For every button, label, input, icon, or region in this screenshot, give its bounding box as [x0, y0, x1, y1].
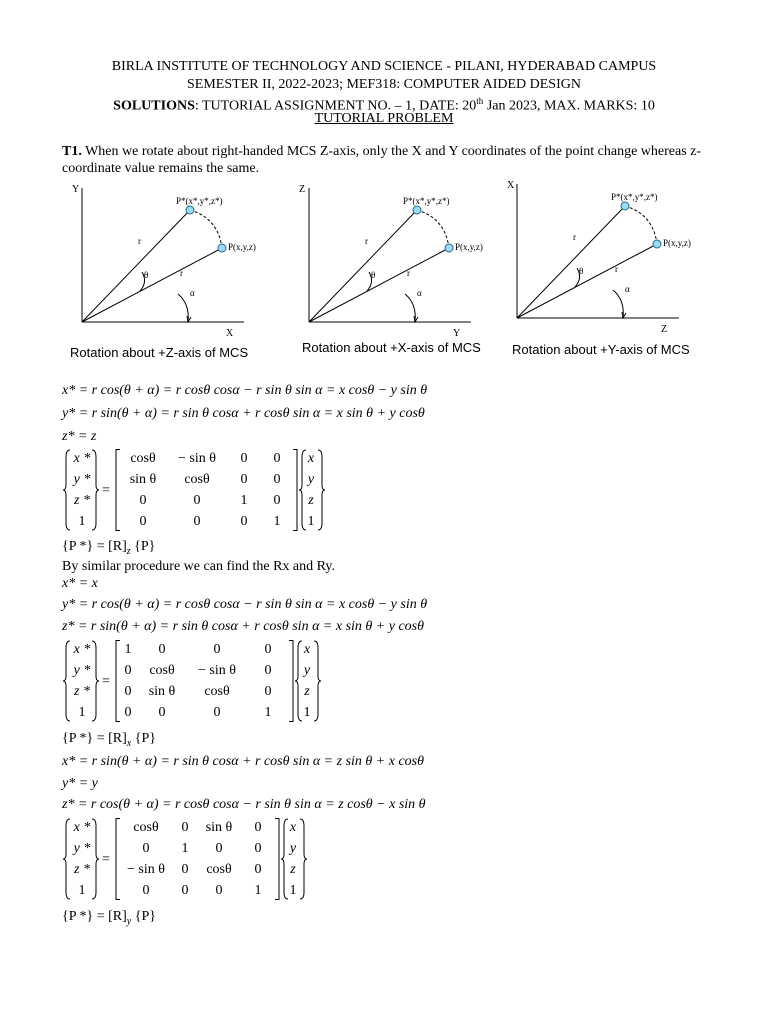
lhs-entry: z * — [74, 862, 90, 877]
lhs-entry: 1 — [78, 883, 86, 898]
course-line: SEMESTER II, 2022-2023; MEF318: COMPUTER AIDED DESIGN — [187, 77, 581, 92]
matrix-entry: 0 — [273, 472, 281, 487]
rhs-entry: 1 — [303, 705, 311, 720]
alpha-label: α — [190, 288, 195, 298]
theta-label: θ — [144, 270, 149, 280]
radius-line-original — [309, 248, 449, 322]
lhs-entry: y * — [73, 472, 91, 487]
problem-number: T1. — [62, 144, 82, 159]
summary-end: {P} — [131, 731, 156, 746]
summary-end: {P} — [131, 909, 156, 924]
eq-y-line-2: y* = y — [62, 776, 98, 791]
matrix-equation-eqx — [60, 640, 311, 724]
matrix-entry: 1 — [264, 705, 272, 720]
rhs-entry: x — [289, 820, 297, 835]
assignment-text-a: : TUTORIAL ASSIGNMENT NO. – 1, DATE: 20 — [194, 98, 477, 114]
radius-label-original: r — [615, 264, 618, 274]
matrix-entry: 0 — [254, 862, 262, 877]
rotation-summary — [62, 731, 156, 752]
horizontal-axis-label: Z — [661, 324, 668, 335]
lhs-entry: x * — [73, 451, 91, 466]
matrix-entry: cosθ — [206, 862, 232, 877]
alpha-arc — [613, 290, 623, 318]
original-point-label: P(x,y,z) — [228, 242, 256, 252]
rotated-point-marker — [621, 202, 629, 210]
radius-line-original — [517, 244, 657, 318]
matrix-equation-eqz — [60, 449, 315, 533]
problem-statement — [62, 143, 722, 177]
matrix-entry: 0 — [240, 472, 248, 487]
radius-label-original: r — [407, 268, 410, 278]
matrix-entry: 0 — [215, 883, 223, 898]
matrix-entry: 0 — [124, 684, 132, 699]
alpha-label: α — [417, 288, 422, 298]
equals-sign: = — [102, 674, 110, 689]
summary-subscript: y — [126, 915, 132, 927]
rhs-entry: 1 — [289, 883, 297, 898]
vertical-axis-label: X — [507, 180, 515, 191]
lhs-left-brace — [62, 640, 72, 722]
original-point-marker — [653, 240, 661, 248]
matrix-entry: 0 — [213, 705, 221, 720]
lhs-entry: 1 — [78, 514, 86, 529]
matrix-entry: 0 — [181, 862, 189, 877]
matrix-entry: 0 — [273, 451, 281, 466]
eq-z-line-3: z* = z — [62, 429, 97, 444]
equals-sign: = — [102, 483, 110, 498]
summary-text: {P *} = [R] — [62, 539, 127, 554]
figure-caption: Rotation about +Y-axis of MCS — [512, 342, 690, 357]
matrix-entry: 0 — [142, 883, 150, 898]
rotation-summary — [62, 909, 156, 930]
rhs-right-brace — [316, 449, 326, 531]
matrix-entry: 1 — [254, 883, 262, 898]
matrix-entry: − sin θ — [178, 451, 216, 466]
rhs-entry: x — [307, 451, 315, 466]
radius-label-rotated: r — [365, 236, 368, 246]
lhs-entry: z * — [74, 684, 90, 699]
radius-line-rotated — [82, 210, 190, 322]
date-suffix: th — [476, 96, 484, 106]
lhs-entry: x * — [73, 820, 91, 835]
matrix-entry: 0 — [181, 883, 189, 898]
vertical-axis-label: Z — [299, 184, 306, 195]
matrix-entry: 0 — [181, 820, 189, 835]
rotation-figure-3 — [503, 178, 693, 343]
rotation-arc — [417, 210, 449, 248]
rhs-entry: z — [308, 493, 314, 508]
eq-z-line-2: y* = r sin(θ + α) = r sin θ cosα + r cosθ sin α = x sin θ + y cosθ — [62, 406, 425, 421]
rhs-right-brace — [298, 818, 308, 900]
alpha-arc — [405, 294, 415, 322]
horizontal-axis-label: X — [226, 328, 234, 339]
matrix-entry: 0 — [254, 820, 262, 835]
rhs-entry: x — [303, 642, 311, 657]
matrix-entry: 0 — [124, 705, 132, 720]
rotation-figure-2 — [295, 182, 485, 347]
rhs-entry: z — [304, 684, 310, 699]
assignment-text-b: Jan 2023, MAX. MARKS: 10 — [483, 98, 655, 114]
matrix-entry: 0 — [193, 514, 201, 529]
original-point-label: P(x,y,z) — [455, 242, 483, 252]
lhs-left-brace — [62, 818, 72, 900]
problem-text: When we rotate about right-handed MCS Z-axis, only the X and Y coordinates of the point change whereas z-coordinate value remains the same. — [62, 144, 702, 176]
rhs-entry: 1 — [307, 514, 315, 529]
eq-x-line-2: y* = r cos(θ + α) = r cosθ cosα − r sin θ sin α = x cosθ − y sin θ — [62, 597, 428, 612]
rhs-entry: y — [303, 663, 311, 678]
matrix-entry: cosθ — [133, 820, 159, 835]
horizontal-axis-label: Y — [453, 328, 461, 339]
equals-sign: = — [102, 852, 110, 867]
theta-label: θ — [579, 266, 584, 276]
radius-label-rotated: r — [138, 236, 141, 246]
eq-y-line-1: x* = r sin(θ + α) = r sin θ cosα + r cosθ sin α = z sin θ + x cosθ — [62, 754, 424, 769]
figure-caption: Rotation about +Z-axis of MCS — [70, 345, 249, 360]
rotation-diagram — [295, 182, 485, 342]
matrix-entry: 0 — [193, 493, 201, 508]
rotated-point-marker — [413, 206, 421, 214]
rotation-figure-1 — [68, 182, 258, 347]
matrix-equation-eqy — [60, 818, 300, 902]
matrix-entry: 0 — [139, 493, 147, 508]
vertical-axis-label: Y — [72, 184, 80, 195]
rotation-arc — [190, 210, 222, 248]
lhs-entry: y * — [73, 841, 91, 856]
summary-text: {P *} = [R] — [62, 909, 127, 924]
summary-subscript: z — [126, 545, 131, 557]
eq-z-line-1: x* = r cos(θ + α) = r cosθ cosα − r sin θ sin α = x cosθ − y sin θ — [62, 383, 428, 398]
matrix-entry: cosθ — [149, 663, 175, 678]
matrix-entry: 0 — [142, 841, 150, 856]
similar-procedure-note: By similar procedure we can find the Rx and Ry. — [62, 559, 336, 574]
matrix-entry: sin θ — [205, 820, 233, 835]
eq-x-line-3: z* = r sin(θ + α) = r sin θ cosα + r cosθ sin α = x sin θ + y cosθ — [62, 619, 424, 634]
matrix-entry: 0 — [264, 663, 272, 678]
matrix-entry: 0 — [264, 684, 272, 699]
original-point-marker — [445, 244, 453, 252]
rotated-point-label: P*(x*,y*,z*) — [403, 196, 450, 206]
matrix-entry: 0 — [254, 841, 262, 856]
radius-line-rotated — [517, 206, 625, 318]
rhs-entry: z — [290, 862, 296, 877]
radius-label-original: r — [180, 268, 183, 278]
matrix-entry: 0 — [240, 514, 248, 529]
matrix-entry: cosθ — [184, 472, 210, 487]
rotation-diagram — [68, 182, 258, 342]
matrix-entry: 0 — [240, 451, 248, 466]
rotation-arc — [625, 206, 657, 244]
matrix-entry: 0 — [158, 705, 166, 720]
section-heading: TUTORIAL PROBLEM — [314, 111, 454, 126]
theta-label: θ — [371, 270, 376, 280]
matrix-entry: − sin θ — [198, 663, 236, 678]
lhs-left-brace — [62, 449, 72, 531]
original-point-label: P(x,y,z) — [663, 238, 691, 248]
matrix-entry: 1 — [124, 642, 132, 657]
rotated-point-label: P*(x*,y*,z*) — [176, 196, 223, 206]
rotation-diagram — [503, 178, 693, 338]
radius-line-original — [82, 248, 222, 322]
alpha-label: α — [625, 284, 630, 294]
lhs-entry: x * — [73, 642, 91, 657]
radius-line-rotated — [309, 210, 417, 322]
matrix-entry: − sin θ — [127, 862, 165, 877]
lhs-entry: 1 — [78, 705, 86, 720]
matrix-entry: cosθ — [204, 684, 230, 699]
lhs-entry: y * — [73, 663, 91, 678]
summary-end: {P} — [130, 539, 156, 554]
matrix-entry: 0 — [124, 663, 132, 678]
matrix-entry: sin θ — [148, 684, 176, 699]
radius-label-rotated: r — [573, 232, 576, 242]
rotated-point-label: P*(x*,y*,z*) — [611, 192, 658, 202]
solutions-label: SOLUTIONS — [113, 98, 195, 114]
summary-subscript: x — [126, 737, 132, 749]
summary-text: {P *} = [R] — [62, 731, 127, 746]
rhs-entry: y — [289, 841, 297, 856]
rotated-point-marker — [186, 206, 194, 214]
matrix-entry: sin θ — [129, 472, 157, 487]
original-point-marker — [218, 244, 226, 252]
lhs-entry: z * — [74, 493, 90, 508]
alpha-arc — [178, 294, 188, 322]
rhs-entry: y — [307, 472, 315, 487]
matrix-entry: 1 — [273, 514, 281, 529]
eq-x-line-1: x* = x — [62, 576, 98, 591]
matrix-entry: 0 — [158, 642, 166, 657]
matrix-entry: 0 — [213, 642, 221, 657]
eq-y-line-3: z* = r cos(θ + α) = r cosθ cosα − r sin θ sin α = z cosθ − x sin θ — [62, 797, 426, 812]
figure-caption: Rotation about +X-axis of MCS — [302, 340, 481, 355]
matrix-entry: 1 — [181, 841, 189, 856]
matrix-entry: 1 — [240, 493, 248, 508]
institute-title: BIRLA INSTITUTE OF TECHNOLOGY AND SCIENCE - PILANI, HYDERABAD CAMPUS — [111, 59, 657, 74]
matrix-entry: 0 — [264, 642, 272, 657]
rhs-right-brace — [312, 640, 322, 722]
matrix-entry: 0 — [139, 514, 147, 529]
rotation-summary — [62, 539, 155, 560]
matrix-entry: cosθ — [130, 451, 156, 466]
matrix-entry: 0 — [273, 493, 281, 508]
matrix-entry: 0 — [215, 841, 223, 856]
